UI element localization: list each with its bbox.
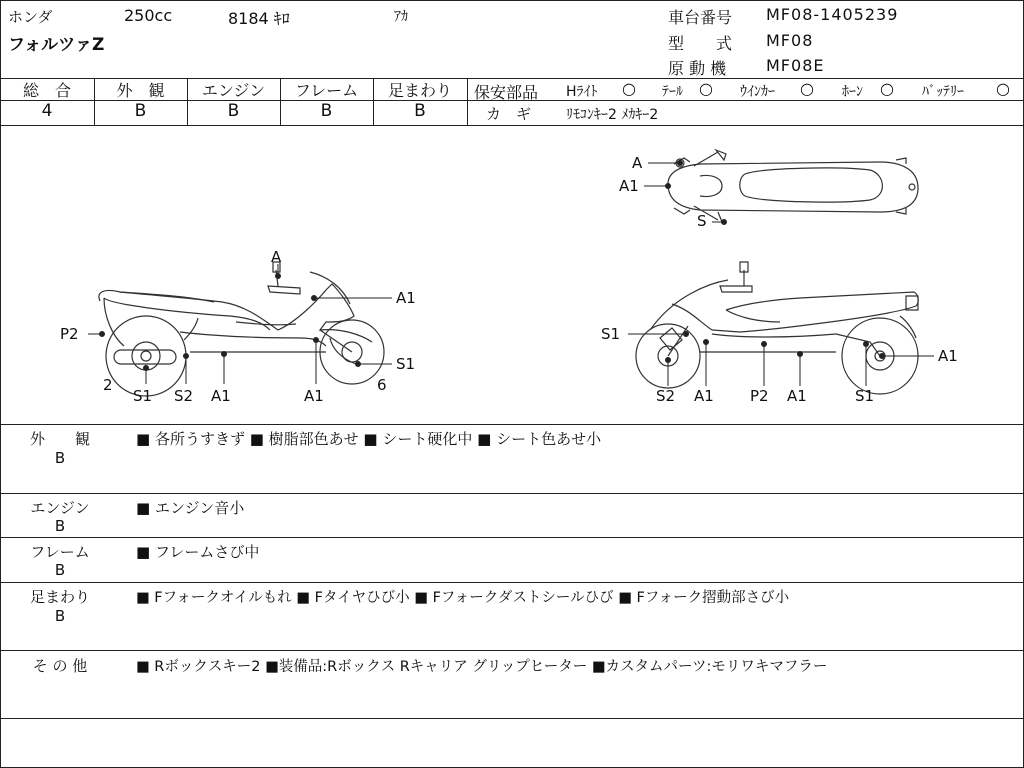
- section-label: エンジン: [30, 499, 90, 517]
- section-line-5: [0, 718, 1024, 719]
- section-items: ■ Fフォークオイルもれ ■ Fタイヤひび小 ■ Fフォークダストシールひび ■ Fフォーク摺動部さび小: [136, 590, 790, 606]
- section-items: ■ 各所うすきず ■ 樹脂部色あせ ■ シート硬化中 ■ シート色あせ小: [136, 430, 602, 448]
- grade-suspension-label: 足まわり: [387, 81, 452, 100]
- top-label-a1: A1: [619, 177, 639, 195]
- grade-exterior-value: B: [134, 101, 147, 121]
- frame-no: MF08-1405239: [766, 5, 899, 24]
- displacement: 250cc: [124, 6, 173, 25]
- right-label-p2: P2: [750, 387, 769, 405]
- left-label-a-top: A: [271, 248, 282, 266]
- grade-frame-label: フレーム: [294, 81, 359, 100]
- mileage: 8184 ｷﾛ: [228, 9, 290, 28]
- safety-label: 保安部品: [474, 83, 539, 102]
- left-label-6: 6: [377, 376, 387, 394]
- engine-label: 原 動 機: [668, 59, 727, 78]
- section-line-2: [0, 537, 1024, 538]
- horn-ok-mark: ○: [880, 79, 894, 98]
- right-label-s2: S2: [656, 387, 676, 405]
- section-label: 足まわり: [29, 588, 90, 606]
- color: ｱｶ: [394, 9, 408, 25]
- section-line-4: [0, 650, 1024, 651]
- key-value: ﾘﾓｺﾝｷｰ2 ﾒｶｷｰ2: [566, 107, 659, 123]
- engine-value: MF08E: [766, 56, 825, 75]
- left-label-s1: S1: [133, 387, 153, 405]
- section-grade: B: [54, 449, 66, 467]
- left-label-s1-front: S1: [396, 355, 416, 373]
- right-side-scooter: [636, 262, 918, 394]
- grade-exterior-label: 外 観: [116, 81, 165, 100]
- safety-headlight: Hﾗｲﾄ: [566, 84, 598, 100]
- left-label-a1-b: A1: [304, 387, 324, 405]
- section-label: 外 観: [29, 430, 90, 448]
- battery-ok-mark: ○: [996, 79, 1010, 98]
- left-side-callouts: [88, 264, 392, 384]
- grade-engine-label: エンジン: [201, 81, 266, 100]
- section-line-3: [0, 582, 1024, 583]
- type-label: 型 式: [668, 34, 733, 53]
- safety-battery: ﾊﾞｯﾃﾘｰ: [922, 84, 964, 100]
- section-items: ■ Rボックスキー2 ■装備品:Rボックス Rキャリア グリップヒーター ■カスタムパーツ:モリワキマフラー: [136, 659, 828, 675]
- left-label-a1-a: A1: [211, 387, 231, 405]
- frame-no-label: 車台番号: [668, 8, 733, 27]
- grade-overall-label: 総 合: [22, 81, 71, 100]
- section-grade: B: [54, 517, 66, 535]
- type-value: MF08: [766, 31, 814, 50]
- right-label-s1: S1: [855, 387, 875, 405]
- grade-engine-value: B: [227, 101, 240, 121]
- key-label: カ ギ: [486, 105, 532, 123]
- maker: ホンダ: [8, 8, 53, 26]
- left-label-2: 2: [103, 376, 113, 394]
- section-grade: B: [54, 607, 66, 625]
- grade-overall-value: 4: [41, 101, 53, 121]
- safety-taillight: ﾃｰﾙ: [662, 84, 683, 100]
- left-label-s2: S2: [174, 387, 194, 405]
- left-label-p2: P2: [60, 325, 79, 343]
- section-top-line: [0, 424, 1024, 425]
- right-label-a1-a: A1: [694, 387, 714, 405]
- top-label-a: A: [632, 154, 643, 172]
- section-items: ■ エンジン音小: [136, 499, 245, 517]
- right-side-callouts: [628, 332, 934, 387]
- section-grade: B: [54, 561, 66, 579]
- grade-frame-value: B: [320, 101, 333, 121]
- right-label-a1-rear: A1: [938, 347, 958, 365]
- right-label-a1-b: A1: [787, 387, 807, 405]
- right-label-s1-top: S1: [601, 325, 621, 343]
- headlight-ok-mark: ○: [622, 79, 636, 98]
- section-label: そ の 他: [32, 657, 88, 675]
- damage-diagram: [0, 126, 1024, 424]
- model-name: フォルツァZ: [8, 35, 105, 55]
- top-view-callouts: [644, 161, 727, 225]
- winker-ok-mark: ○: [800, 79, 814, 98]
- grade-div-5: [467, 78, 468, 125]
- section-items: ■ フレームさび中: [136, 543, 260, 561]
- section-line-1: [0, 493, 1024, 494]
- safety-winker: ｳｲﾝｶｰ: [740, 84, 775, 100]
- safety-horn: ﾎｰﾝ: [842, 84, 863, 100]
- left-side-scooter: [99, 262, 384, 396]
- taillight-ok-mark: ○: [699, 79, 713, 98]
- grade-suspension-value: B: [414, 101, 426, 121]
- left-label-a1-body: A1: [396, 289, 416, 307]
- section-label: フレーム: [30, 543, 90, 561]
- top-label-s: S: [697, 212, 707, 230]
